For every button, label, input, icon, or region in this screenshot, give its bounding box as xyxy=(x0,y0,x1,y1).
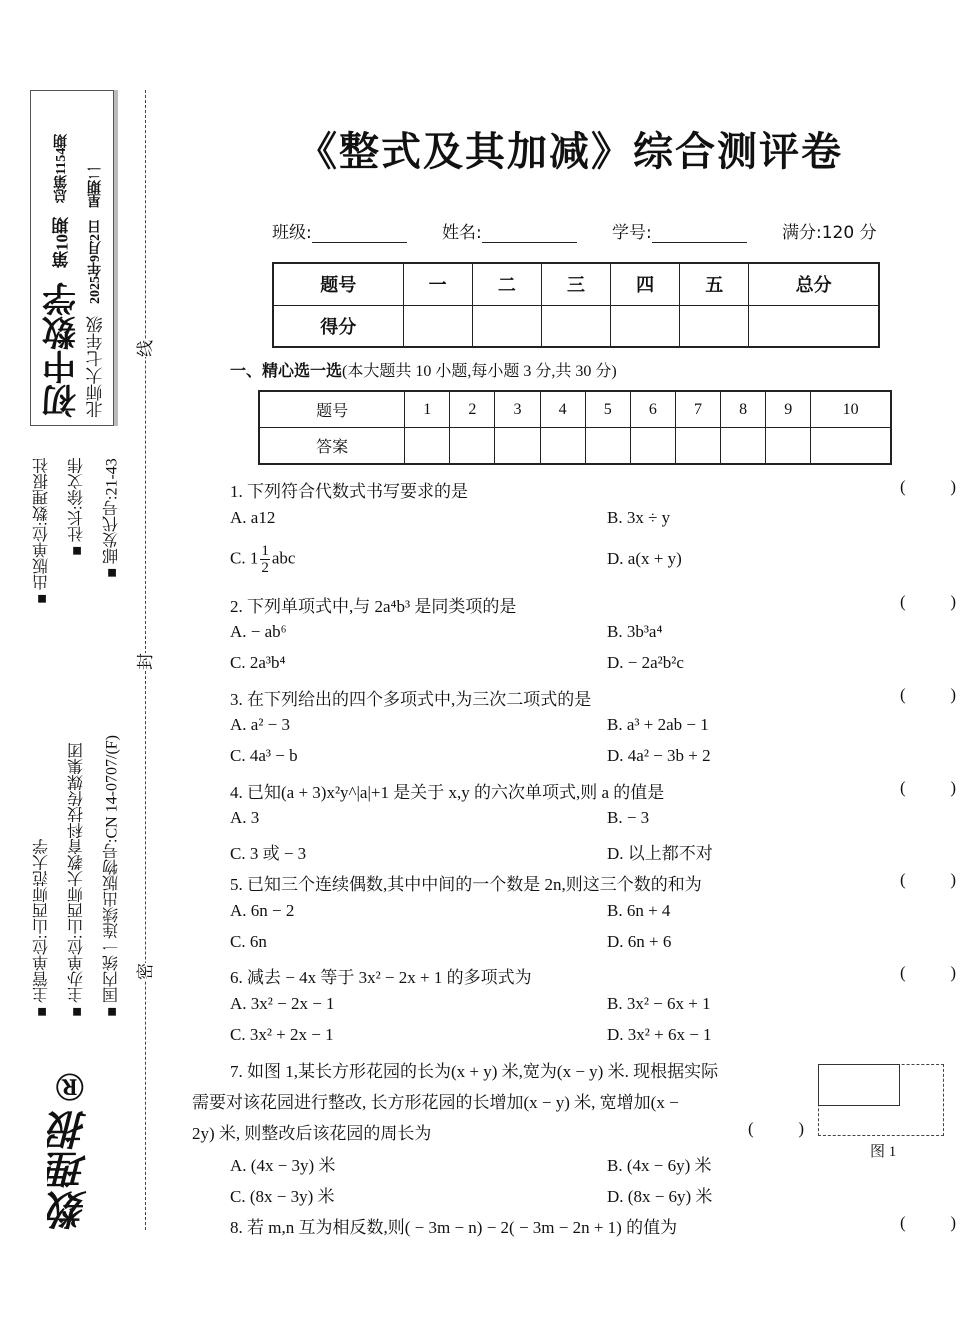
answer-parentheses[interactable]: ( ) xyxy=(900,870,956,889)
score-cell[interactable] xyxy=(472,305,541,347)
option-a: A. 3 xyxy=(230,808,260,827)
score-cell[interactable] xyxy=(541,305,610,347)
option-d: D. (8x − 6y) 米 xyxy=(607,1187,713,1206)
option-b: B. − 3 xyxy=(607,808,650,827)
answer-parentheses[interactable]: ( ) xyxy=(900,1213,956,1232)
weekday: 星期二 xyxy=(88,166,103,208)
answer-header-cell: 3 xyxy=(495,391,540,428)
figure-1-rectangle xyxy=(818,1064,900,1106)
answer-cell[interactable] xyxy=(811,428,891,465)
fraction: $\frac{1}{2}$ xyxy=(261,543,269,576)
option-d: D. − 2a²b²c xyxy=(607,653,684,672)
answer-header-cell: 9 xyxy=(766,391,811,428)
option-d: D. 以上都不对 xyxy=(607,844,713,863)
answer-parentheses[interactable]: ( ) xyxy=(900,685,956,704)
score-cell[interactable] xyxy=(749,305,879,347)
answer-cell[interactable] xyxy=(630,428,675,465)
score-cell[interactable] xyxy=(611,305,680,347)
publisher-logo: 数理报® xyxy=(47,1065,93,1230)
president: ■社长:徐文伟 xyxy=(68,458,86,560)
publisher: ■出版单位:数理报社 xyxy=(33,458,51,608)
score-table xyxy=(272,262,880,348)
answer-parentheses[interactable]: ( ) xyxy=(748,1119,804,1138)
option-a: A. − ab⁶ xyxy=(230,622,287,641)
answer-header-cell: 10 xyxy=(811,391,891,428)
answer-header-cell: 5 xyxy=(585,391,630,428)
answer-cell[interactable] xyxy=(721,428,766,465)
question-stem: 需要对该花园进行整改, 长方形花园的长增加(x − y) 米, 宽增加(x − xyxy=(192,1093,679,1112)
option-a: A. a12 xyxy=(230,508,276,527)
answer-header-cell: 1 xyxy=(405,391,450,428)
total-issue: 总第1154期 xyxy=(54,133,69,203)
class-field[interactable]: 班级: xyxy=(272,218,407,243)
edition: 北师大七年级 xyxy=(86,316,107,418)
table-row xyxy=(259,391,891,428)
answer-table xyxy=(258,390,892,465)
question-stem: 4. 已知(a + 3)x²y^|a|+1 是关于 x,y 的六次单项式,则 a 的值是 xyxy=(230,783,665,802)
newspaper-name: 初中数学 xyxy=(42,282,83,418)
question-stem: 5. 已知三个连续偶数,其中中间的一个数是 2n,则这三个数的和为 xyxy=(230,875,702,894)
serial-number: ■国内统一连续出版物号:CN 14-0707/(F) xyxy=(103,735,121,1020)
option-d: D. 3x² + 6x − 1 xyxy=(607,1025,712,1044)
option-c: C. 3 或 − 3 xyxy=(230,844,307,863)
issue-date: 2025年9月2日 xyxy=(88,220,103,304)
option-b: B. 3b³a⁴ xyxy=(607,622,663,641)
answer-parentheses[interactable]: ( ) xyxy=(900,592,956,611)
option-a: A. 6n − 2 xyxy=(230,901,295,920)
answer-header-cell: 8 xyxy=(721,391,766,428)
option-b: B. 3x² − 6x + 1 xyxy=(607,994,711,1013)
table-row: 题号 一 二 三 四 五 总分 xyxy=(273,263,879,305)
cut-mark-mi: 密 xyxy=(128,963,159,980)
option-b: B. 3x ÷ y xyxy=(607,508,671,527)
answer-cell[interactable] xyxy=(495,428,540,465)
answer-cell[interactable] xyxy=(540,428,585,465)
option-a: A. 3x² − 2x − 1 xyxy=(230,994,335,1013)
answer-header-cell: 题号 xyxy=(259,391,405,428)
publisher-info-col-2 xyxy=(65,458,89,1020)
option-d: D. 6n + 6 xyxy=(607,932,672,951)
question-stem: 6. 减去 − 4x 等于 3x² − 2x + 1 的多项式为 xyxy=(230,968,532,987)
option-b: B. a³ + 2ab − 1 xyxy=(607,715,709,734)
answer-cell[interactable] xyxy=(766,428,811,465)
option-d: D. 4a² − 3b + 2 xyxy=(607,746,711,765)
sponsor: ■主办单位:山西师大教育科技传媒集团 xyxy=(68,742,86,1020)
option-d: D. a(x + y) xyxy=(607,549,682,568)
table-row: 答案 xyxy=(259,428,891,465)
option-a: A. (4x − 3y) 米 xyxy=(230,1156,336,1175)
answer-parentheses[interactable]: ( ) xyxy=(900,477,956,496)
answer-cell[interactable] xyxy=(450,428,495,465)
issue-number: 第10期 xyxy=(52,217,72,268)
question-stem: 7. 如图 1,某长方形花园的长为(x + y) 米,宽为(x − y) 米. 现根据实际 xyxy=(230,1062,719,1081)
option-c: C. 3x² + 2x − 1 xyxy=(230,1025,334,1044)
name-field[interactable]: 姓名: xyxy=(442,218,577,243)
option-c: C. 4a³ − b xyxy=(230,746,298,765)
option-c: C. 2a³b⁴ xyxy=(230,653,286,672)
table-row: 得分 xyxy=(273,305,879,347)
cut-mark-feng: 封 xyxy=(128,653,159,670)
publisher-info-col-1 xyxy=(30,458,54,1020)
supervisor: ■主管单位:山西师范大学 xyxy=(33,838,51,1020)
page-title: 《整式及其加减》综合测评卷 xyxy=(297,129,843,175)
answer-cell[interactable] xyxy=(585,428,630,465)
option-b: B. (4x − 6y) 米 xyxy=(607,1156,712,1175)
question-stem: 1. 下列符合代数式书写要求的是 xyxy=(230,482,468,501)
figure-caption: 图 1 xyxy=(870,1144,897,1160)
option-b: B. 6n + 4 xyxy=(607,901,671,920)
option-c: C. 6n xyxy=(230,932,267,951)
answer-parentheses[interactable]: ( ) xyxy=(900,963,956,982)
option-c: C. 1 $\frac{1}{2}$ abc xyxy=(230,543,296,576)
answer-cell[interactable] xyxy=(675,428,720,465)
postal-code: ■邮发代号:21-43 xyxy=(103,458,121,581)
answer-header-cell: 6 xyxy=(630,391,675,428)
student-id-field[interactable]: 学号: xyxy=(612,218,747,243)
cut-mark-xian: 线 xyxy=(128,340,159,357)
answer-header-cell: 4 xyxy=(540,391,585,428)
full-score: 满分:120 分 xyxy=(782,223,877,243)
answer-header-cell: 7 xyxy=(675,391,720,428)
question-stem: 3. 在下列给出的四个多项式中,为三次二项式的是 xyxy=(230,690,592,709)
question-stem: 2y) 米, 则整改后该花园的周长为 xyxy=(192,1124,432,1143)
question-stem: 8. 若 m,n 互为相反数,则( − 3m − n) − 2( − 3m − 2n + 1) 的值为 xyxy=(230,1218,678,1237)
question-stem: 2. 下列单项式中,与 2a⁴b³ 是同类项的是 xyxy=(230,597,517,616)
section-heading: 一、精心选一选(本大题共 10 小题,每小题 3 分,共 30 分) xyxy=(230,361,617,380)
score-cell[interactable] xyxy=(403,305,472,347)
publisher-info-col-3 xyxy=(100,458,124,1020)
score-cell[interactable] xyxy=(680,305,749,347)
answer-parentheses[interactable]: ( ) xyxy=(900,778,956,797)
answer-header-cell: 2 xyxy=(450,391,495,428)
option-a: A. a² − 3 xyxy=(230,715,291,734)
option-c: C. (8x − 3y) 米 xyxy=(230,1187,335,1206)
answer-cell[interactable] xyxy=(405,428,450,465)
